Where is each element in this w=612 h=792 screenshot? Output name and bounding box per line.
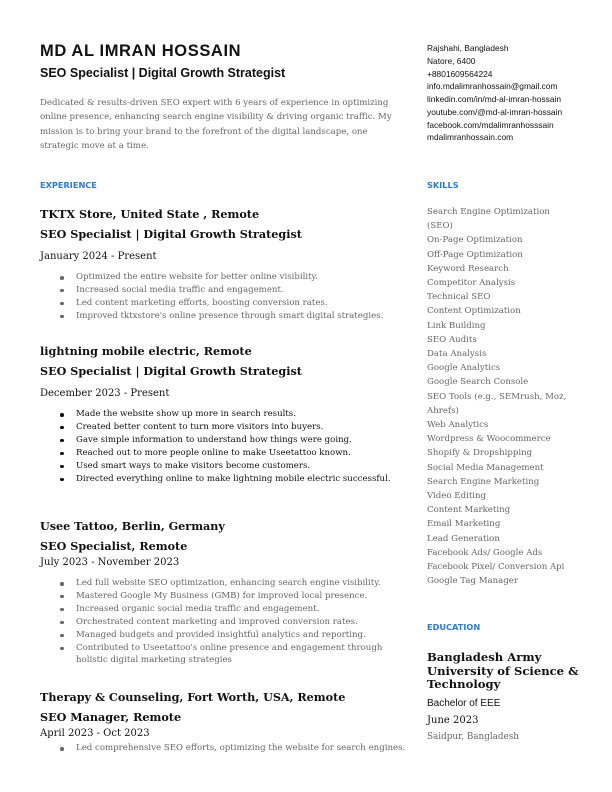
skill-item: Facebook Pixel/ Conversion Api xyxy=(427,562,565,573)
education-school: Bangladesh Army University of Science & Technology xyxy=(427,650,579,692)
education-location: Saidpur, Bangladesh xyxy=(427,732,519,742)
skill-item: Competitor Analysis xyxy=(427,278,516,289)
bullet-item: Improved tktxstore's online presence through smart digital strategies. xyxy=(76,310,384,321)
contact-phone: +8801609564224 xyxy=(427,68,493,79)
candidate-name: MD AL IMRAN HOSSAIN xyxy=(40,42,242,60)
skills-list xyxy=(427,205,577,588)
skill-item: On-Page Optimization xyxy=(427,235,523,246)
contact-address: Rajshahi, Bangladesh xyxy=(427,43,509,53)
education-date: June 2023 xyxy=(427,715,479,726)
skill-item: Shopify & Dropshipping xyxy=(427,448,533,459)
contact-linkedin[interactable]: linkedin.com/in/md-al-imran-hossain xyxy=(427,94,562,104)
job-date: January 2024 - Present xyxy=(40,251,157,262)
bullet-item: Directed everything online to make lightning mobile electric successful. xyxy=(76,473,391,484)
bullet-item: Created better content to turn more visitors into buyers. xyxy=(76,421,391,434)
job-bullets xyxy=(40,408,391,485)
job-entry xyxy=(40,207,383,323)
job-role: SEO Manager, Remote xyxy=(40,710,182,724)
skill-item: Search Engine Optimization (SEO) xyxy=(427,207,550,232)
job-date: April 2023 - Oct 2023 xyxy=(40,728,150,739)
skill-item: Off-Page Optimization xyxy=(427,249,523,260)
bullet-item: Gave simple information to understand how things were going. xyxy=(76,434,391,447)
skill-item: Wordpress & Woocommerce xyxy=(427,434,551,445)
skill-item: Web Analytics xyxy=(427,420,489,431)
job-company: lightning mobile electric, Remote xyxy=(40,344,252,358)
bullet-item: Made the website show up more in search results. xyxy=(76,408,391,421)
job-entry xyxy=(40,690,405,755)
contact-email[interactable]: info.mdalimranhossain@gmail.com xyxy=(427,81,558,92)
bullet-item: Led content marketing efforts, boosting conversion rates. xyxy=(76,297,383,310)
contact-youtube[interactable]: youtube.com/@md-al-imran-hossain xyxy=(427,106,563,117)
job-company: TKTX Store, United State , Remote xyxy=(40,207,260,221)
skill-item: SEO Audits xyxy=(427,334,477,345)
job-company: Therapy & Counseling, Fort Worth, USA, Remote xyxy=(40,690,346,704)
skill-item: Keyword Research xyxy=(427,263,509,274)
bullet-item: Orchestrated content marketing and improved conversion rates. xyxy=(76,616,416,629)
skill-item: Search Engine Marketing xyxy=(427,476,540,487)
job-date: July 2023 - November 2023 xyxy=(40,557,180,568)
job-company: Usee Tattoo, Berlin, Germany xyxy=(40,519,225,533)
job-role: SEO Specialist, Remote xyxy=(40,539,188,553)
skill-item: Video Editing xyxy=(427,491,487,502)
skill-item: Email Marketing xyxy=(427,519,501,530)
skill-item: Lead Generation xyxy=(427,533,500,544)
bullet-item: Used smart ways to make visitors become customers. xyxy=(76,460,391,473)
contact-facebook[interactable]: facebook.com/mdalimranhosssain xyxy=(427,119,554,130)
job-role: SEO Specialist | Digital Growth Strategist xyxy=(40,364,302,378)
skill-item: Data Analysis xyxy=(427,349,487,360)
skill-item: Google Tag Manager xyxy=(427,576,518,587)
education-degree: Bachelor of EEE xyxy=(427,698,501,709)
skill-item: Social Media Management xyxy=(427,462,544,473)
contact-city: Natore, 6400 xyxy=(427,55,476,66)
bullet-item: Increased organic social media traffic and engagement. xyxy=(76,603,416,616)
contact-info xyxy=(427,42,562,144)
job-entry xyxy=(40,519,416,667)
job-role: SEO Specialist | Digital Growth Strategist xyxy=(40,227,302,241)
job-bullets xyxy=(40,271,383,323)
job-date: December 2023 - Present xyxy=(40,388,170,399)
candidate-title: SEO Specialist | Digital Growth Strategist xyxy=(40,66,286,80)
bullet-item: Reached out to more people online to make Useetattoo known. xyxy=(76,447,391,460)
skill-item: Google Analytics xyxy=(427,363,501,374)
education-heading: EDUCATION xyxy=(427,622,481,632)
bullet-item: Managed budgets and provided insightful analytics and reporting. xyxy=(76,629,416,642)
skill-item: Google Search Console xyxy=(427,377,529,388)
skill-item: Technical SEO xyxy=(427,292,491,303)
skill-item: Content Optimization xyxy=(427,306,521,317)
bullet-item: Led full website SEO optimization, enhancing search engine visibility. xyxy=(76,577,416,590)
skills-heading: SKILLS xyxy=(427,180,459,190)
job-bullets xyxy=(40,577,416,667)
bullet-item: Increased social media traffic and engagement. xyxy=(76,284,383,297)
skill-item: SEO Tools (e.g., SEMrush, Moz, Ahrefs) xyxy=(427,391,567,416)
skill-item: Facebook Ads/ Google Ads xyxy=(427,547,543,558)
summary: Dedicated & results-driven SEO expert with 6 years of experience in optimizing online presence, enhancing search engine visibility & driving organic traffic. My mission is to bring your brand to the forefront of the digital landscape, one strategic move at a time. xyxy=(40,98,392,152)
job-bullets xyxy=(40,742,405,755)
skill-item: Link Building xyxy=(427,320,486,331)
job-entry xyxy=(40,344,391,485)
bullet-item: Mastered Google My Business (GMB) for improved local presence. xyxy=(76,590,416,603)
skill-item: Content Marketing xyxy=(427,505,511,516)
experience-heading: EXPERIENCE xyxy=(40,180,97,190)
contact-website[interactable]: mdalimranhossain.com xyxy=(427,132,514,143)
bullet-item: Contributed to Useetattoo's online presence and engagement through holistic digital marketing strategies xyxy=(76,642,416,668)
bullet-item: Led comprehensive SEO efforts, optimizing the website for search engines. xyxy=(76,743,406,753)
bullet-item: Optimized the entire website for better online visibility. xyxy=(76,271,383,284)
